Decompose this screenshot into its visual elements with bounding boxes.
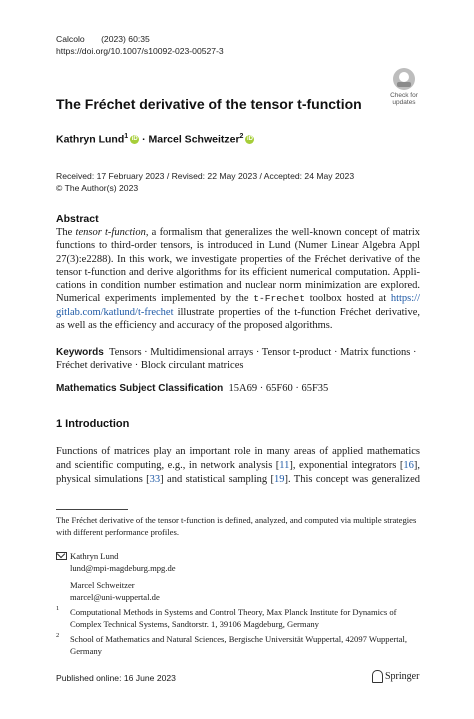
contact-block [70, 551, 176, 574]
orcid-icon[interactable]: iD [246, 136, 253, 143]
author-list [56, 133, 254, 146]
intro-line: Functions of matrices play an important role in many areas of applied mathematics [56, 446, 420, 457]
springer-horse-icon [372, 670, 383, 683]
keywords-line-2: Fréchet derivative · Block circulant matrices [56, 360, 244, 372]
affiliation-line: Computational Methods in Systems and Control Theory, Max Planck Institute for Dynamics of [70, 607, 397, 617]
badge-line-1: Check for [390, 92, 418, 99]
author-1-name: Kathryn Lund [56, 133, 125, 146]
contact-block [70, 580, 176, 603]
abstract-line: 27(3):e2288). In this work, we investigate properties of the Fréchet derivative of the [56, 253, 420, 265]
affiliation-number: 2 [56, 632, 60, 639]
badge-line-2: updates [392, 99, 416, 106]
section-heading: 1 Introduction [56, 418, 130, 430]
footnote-line-1: The Fréchet derivative of the tensor t-function is defined, analyzed, and computed via multiple strategies [56, 515, 417, 525]
paper-title: The Fréchet derivative of the tensor t-function [56, 96, 362, 112]
abstract-line: Numerical experiments implemented by the t-Frechet toolbox hosted at https:// [56, 293, 421, 305]
citation-link[interactable]: 33 [149, 474, 161, 485]
footnote-divider [56, 509, 128, 510]
affiliation-1 [56, 606, 420, 630]
corresponding-authors [56, 551, 176, 603]
abstract-line: as well as the efficiency and accuracy of the proposed algorithms. [56, 320, 333, 332]
author-1-affil: 1 [124, 133, 129, 140]
citation-link[interactable]: 19 [274, 474, 285, 485]
publisher-logo [372, 670, 419, 683]
msc-label: Mathematics Subject Classification [56, 383, 224, 394]
contact-name: Kathryn Lund [70, 551, 119, 561]
author-2-name: Marcel Schweitzer [148, 133, 240, 146]
abstract-emphasis: tensor t-function [75, 227, 146, 238]
journal-doi[interactable]: https://doi.org/10.1007/s10092-023-00527-3 [56, 46, 224, 56]
affiliation-line: Complex Technical Systems, Sandtorstr. 1, 39106 Magdeburg, Germany [70, 619, 319, 629]
keywords [56, 346, 420, 373]
orcid-icon[interactable]: iD [131, 136, 138, 143]
contact-name: Marcel Schweitzer [70, 580, 135, 590]
repo-link[interactable]: https:// [390, 293, 421, 305]
intro-line: physical simulations [33] and statistical sampling [19]. This concept was generalized [56, 474, 420, 485]
contact-email[interactable]: lund@mpi-magdeburg.mpg.de [70, 562, 176, 573]
abstract-line: functions to third-order tensors, is introduced in Lund (Numer Linear Algebra Appl [56, 240, 420, 252]
copyright-line: © The Author(s) 2023 [56, 183, 139, 193]
abstract-line: tensor t-function and derive algorithms for its efficient numerical computation. Appli- [56, 266, 420, 278]
abstract-line: gitlab.com/katlund/t-frechet illustrate properties of the t-function Fréchet derivative, [56, 306, 420, 318]
affiliation-line: School of Mathematics and Natural Sciences, Bergische Universität Wuppertal, 42097 Wuppertal, [70, 634, 408, 644]
abstract-heading: Abstract [56, 213, 99, 225]
check-updates-icon [393, 68, 415, 90]
intro-line: and scientific computing, e.g., in network analysis [11], exponential integrators [16], [56, 460, 420, 471]
submission-dates [56, 170, 354, 194]
keywords-label: Keywords [56, 347, 104, 358]
footnote-line-2: with different performance profiles. [56, 527, 179, 537]
dates-line: Received: 17 February 2023 / Revised: 22 May 2023 / Accepted: 24 May 2023 [56, 171, 355, 181]
msc-classification [56, 383, 328, 394]
keywords-line-1: Tensors · Multidimensional arrays · Tensor t-product · Matrix functions · [109, 347, 417, 358]
toolbox-name: t-Frechet [253, 293, 306, 305]
published-date: Published online: 16 June 2023 [56, 673, 176, 683]
affiliation-2 [56, 633, 420, 657]
author-2-affil: 2 [239, 133, 244, 140]
abstract-line: cations in condition number estimation and nuclear norm minimization are explored. [56, 280, 420, 292]
journal-header [56, 33, 224, 57]
journal-name: Calcolo [56, 34, 85, 44]
journal-issue: (2023) 60:35 [101, 34, 150, 44]
check-for-updates-badge[interactable] [386, 68, 422, 106]
abstract-body [56, 226, 420, 332]
contact-email[interactable]: marcel@uni-wuppertal.de [70, 591, 160, 602]
repo-link-continued[interactable]: gitlab.com/katlund/t-frechet [56, 306, 174, 318]
publisher-name: Springer [385, 670, 420, 682]
msc-codes: 15A69 · 65F60 · 65F35 [228, 383, 329, 394]
affiliation-line: Germany [70, 646, 102, 656]
author-separator: · [139, 133, 149, 146]
citation-link[interactable]: 16 [403, 460, 414, 471]
affiliation-number: 1 [56, 605, 60, 612]
citation-link[interactable]: 11 [279, 460, 290, 471]
abstract-line: The tensor t-function, a formalism that generalizes the well-known concept of matrix [56, 227, 420, 238]
intro-body [56, 445, 420, 487]
envelope-icon [56, 552, 67, 560]
footnote [56, 514, 420, 538]
